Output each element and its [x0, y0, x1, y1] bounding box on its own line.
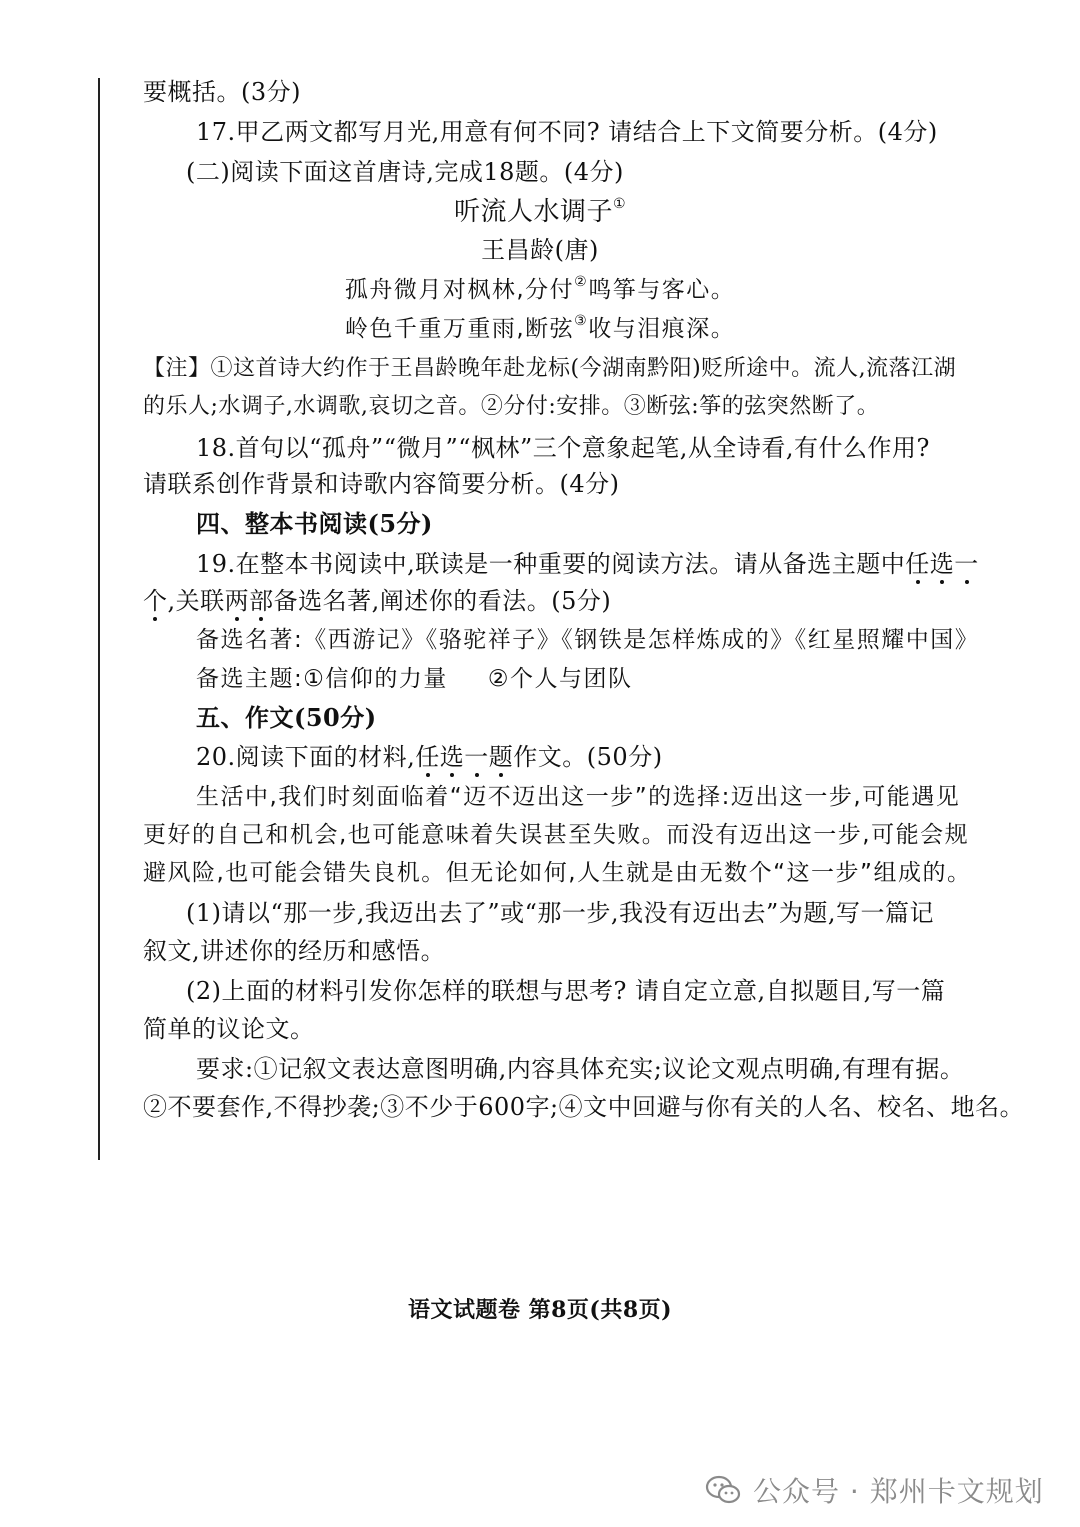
footnote-mark: ③	[574, 313, 589, 330]
topic-1: 备选主题:①信仰的力量	[196, 666, 448, 692]
topic-list	[196, 663, 633, 695]
poem-title	[0, 196, 1080, 228]
section-heading: 五、作文(50分)	[196, 703, 377, 732]
essay-option-1: 叙文,讲述你的经历和感悟。	[143, 937, 446, 965]
question-text: 备选名著,阐述你的看法。(5分)	[273, 587, 612, 615]
essay-option-1: (1)请以“那一步,我迈出去了”或“那一步,我没有迈出去”为题,写一篇记	[186, 899, 934, 927]
emphasis-char: 个	[143, 587, 168, 615]
poem-line	[0, 274, 1080, 306]
page-footer: 语文试题卷 第8页(共8页)	[407, 1297, 673, 1323]
question-18: 18.首句以“孤舟”“微月”“枫林”三个意象起笔,从全诗看,有什么作用?	[196, 434, 930, 462]
emphasis-char: 任	[415, 743, 440, 771]
poem-author: 王昌龄(唐)	[481, 236, 599, 264]
watermark	[705, 1470, 1044, 1510]
wechat-icon	[705, 1475, 741, 1505]
footnote-mark: ②	[574, 274, 589, 291]
question-19	[143, 585, 611, 617]
poem-note: 【注】①这首诗大约作于王昌龄晚年赴龙标(今湖南黔阳)贬所途中。流人,流落江湖	[143, 356, 957, 381]
emphasis-char: 两	[224, 587, 250, 615]
book-list: 备选名著:《西游记》《骆驼祥子》《钢铁是怎样炼成的》《红星照耀中国》	[196, 627, 980, 653]
poem-note: 的乐人;水调子,水调歌,哀切之音。②分付:安排。③断弦:筝的弦突然断了。	[143, 394, 880, 419]
topic-2: ②个人与团队	[487, 666, 633, 692]
emphasis-char: 一	[954, 550, 979, 578]
question-text: ,关联	[167, 587, 225, 615]
question-text: 作文。(50分)	[513, 743, 663, 771]
poem-text: 鸣筝与客心。	[588, 277, 736, 303]
requirements: 要求:①记叙文表达意图明确,内容具体充实;议论文观点明确,有理有据。	[196, 1055, 965, 1083]
material-text: 避风险,也可能会错失良机。但无论如何,人生就是由无数个“这一步”组成的。	[143, 860, 972, 886]
question-20	[196, 741, 663, 773]
emphasis-char: 部	[249, 587, 274, 615]
essay-option-2: (2)上面的材料引发你怎样的联想与思考? 请自定立意,自拟题目,写一篇	[186, 977, 946, 1005]
poem-text: 孤舟微月对枫林,分付	[344, 277, 575, 303]
emphasis-char: 任	[905, 550, 930, 578]
material-text: 生活中,我们时刻面临着“迈不迈出这一步”的选择:迈出这一步,可能遇见	[196, 784, 961, 810]
poem-line	[0, 313, 1080, 345]
poem-text: 收与泪痕深。	[588, 316, 736, 342]
question-text: 20.阅读下面的材料,	[196, 743, 416, 771]
emphasis-char: 题	[488, 743, 514, 771]
section-heading: 四、整本书阅读(5分)	[196, 509, 433, 538]
footnote-mark: ①	[612, 196, 627, 213]
emphasis-char: 一	[464, 743, 489, 771]
material-text: 更好的自己和机会,也可能意味着失误甚至失败。而没有迈出这一步,可能会规	[143, 822, 970, 848]
question-18: 请联系创作背景和诗歌内容简要分析。(4分)	[143, 470, 620, 498]
poem-text: 岭色千重万重雨,断弦	[344, 316, 575, 342]
question-text: 19.在整本书阅读中,联读是一种重要的阅读方法。请从备选主题中	[196, 550, 906, 578]
emphasis-char: 选	[439, 743, 465, 771]
poem-title-text: 听流人水调子	[453, 197, 613, 227]
text-line: 要概括。(3分)	[143, 78, 301, 106]
question-19	[196, 548, 979, 580]
section-heading: (二)阅读下面这首唐诗,完成18题。(4分)	[186, 158, 624, 186]
requirements: ②不要套作,不得抄袭;③不少于600字;④文中回避与你有关的人名、校名、地名。	[143, 1093, 1025, 1121]
watermark-text: 公众号 · 郑州卡文规划	[753, 1475, 1044, 1508]
question-17: 17.甲乙两文都写月光,用意有何不同? 请结合上下文简要分析。(4分)	[196, 118, 938, 146]
emphasis-char: 选	[929, 550, 955, 578]
essay-option-2: 简单的议论文。	[143, 1015, 315, 1043]
